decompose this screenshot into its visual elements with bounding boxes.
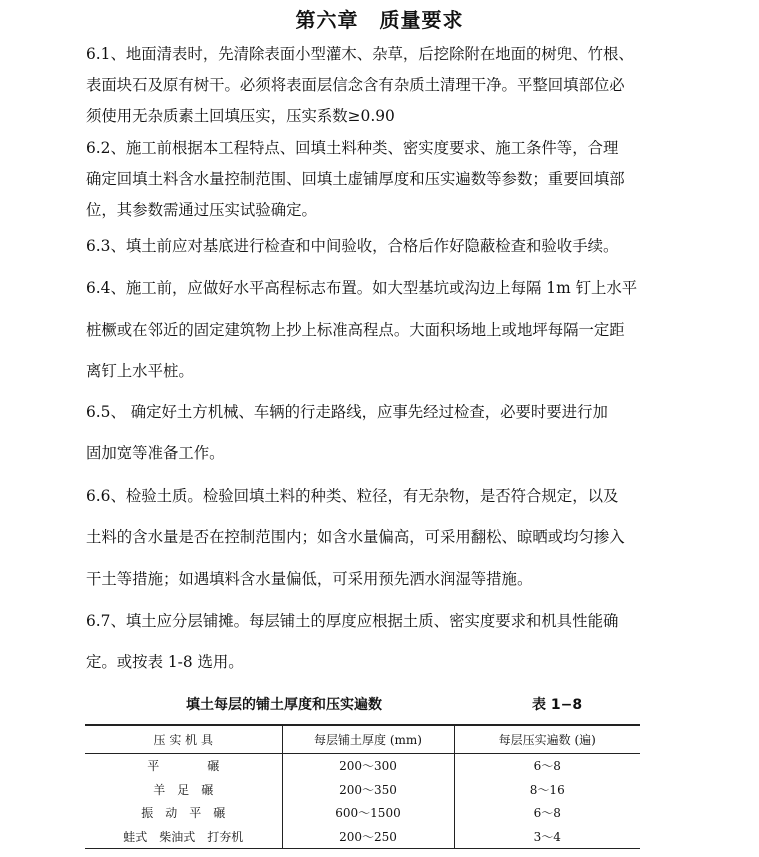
cell-machine: 振 动 平 碾 [141, 806, 226, 821]
paragraph-line: 固加宽等准备工作。 [86, 444, 225, 462]
paragraph-line: 6.4、施工前，应做好水平高程标志布置。如大型基坑或沟边上每隔 1m 钉上水平 [86, 279, 638, 297]
table-row [85, 801, 640, 825]
cell-machine: 平 碾 [147, 759, 220, 774]
paragraph-line: 6.1、地面清表时，先清除表面小型灌木、杂草，后挖除附在地面的树兜、竹根、 [86, 45, 634, 63]
paragraph-line: 干土等措施；如遇填料含水量偏低，可采用预先洒水润湿等措施。 [86, 570, 533, 588]
header-machine: 压 实 机 具 [85, 725, 282, 754]
cell-passes: 6～8 [454, 801, 640, 825]
header-thickness: 每层铺土厚度 (mm) [282, 725, 454, 754]
compaction-table [85, 724, 640, 849]
cell-thickness: 200～250 [282, 825, 454, 849]
chapter-title: 第六章 质量要求 [295, 8, 464, 32]
cell-thickness: 600～1500 [282, 801, 454, 825]
paragraph-line: 土料的含水量是否在控制范围内；如含水量偏高，可采用翻松、晾晒或均匀掺入 [86, 528, 625, 546]
paragraph-line: 6.2、施工前根据本工程特点、回填土料种类、密实度要求、施工条件等，合理 [86, 139, 619, 157]
paragraph-line: 定。或按表 1-8 选用。 [86, 653, 244, 671]
cell-machine: 羊 足 碾 [153, 782, 214, 797]
table-row [85, 754, 640, 778]
paragraph-line: 6.7、填土应分层铺摊。每层铺土的厚度应根据土质、密实度要求和机具性能确 [86, 612, 619, 630]
table-caption: 填土每层的铺土厚度和压实遍数 [186, 697, 382, 713]
paragraph-line: 确定回填土料含水量控制范围、回填土虚铺厚度和压实遍数等参数；重要回填部 [86, 170, 625, 188]
cell-passes: 8～16 [454, 778, 640, 802]
paragraph-line: 6.5、 确定好土方机械、车辆的行走路线，应事先经过检查，必要时要进行加 [86, 403, 608, 421]
cell-machine: 蛙式 柴油式 打夯机 [85, 825, 282, 849]
cell-passes: 3～4 [454, 825, 640, 849]
paragraph-line: 表面块石及原有树干。必须将表面层信念含有杂质土清理干净。平整回填部位必 [86, 76, 625, 94]
paragraph-line: 位，其参数需通过压实试验确定。 [86, 201, 317, 219]
table-header-row [85, 725, 640, 754]
header-passes: 每层压实遍数 (遍) [454, 725, 640, 754]
paragraph-line: 离钉上水平桩。 [86, 362, 194, 380]
paragraph-line: 6.3、填土前应对基底进行检查和中间验收，合格后作好隐蔽检查和验收手续。 [86, 237, 619, 255]
table-number: 表 1−8 [532, 697, 583, 713]
paragraph-line: 桩橛或在邻近的固定建筑物上抄上标准高程点。大面积场地上或地坪每隔一定距 [86, 321, 625, 339]
cell-thickness: 200～300 [282, 754, 454, 778]
cell-thickness: 200～350 [282, 778, 454, 802]
table-row [85, 778, 640, 802]
paragraph-line: 6.6、检验土质。检验回填土料的种类、粒径，有无杂物，是否符合规定，以及 [86, 487, 619, 505]
paragraph-line: 须使用无杂质素土回填压实，压实系数≥0.90 [86, 107, 395, 125]
cell-passes: 6～8 [454, 754, 640, 778]
table-row [85, 825, 640, 849]
